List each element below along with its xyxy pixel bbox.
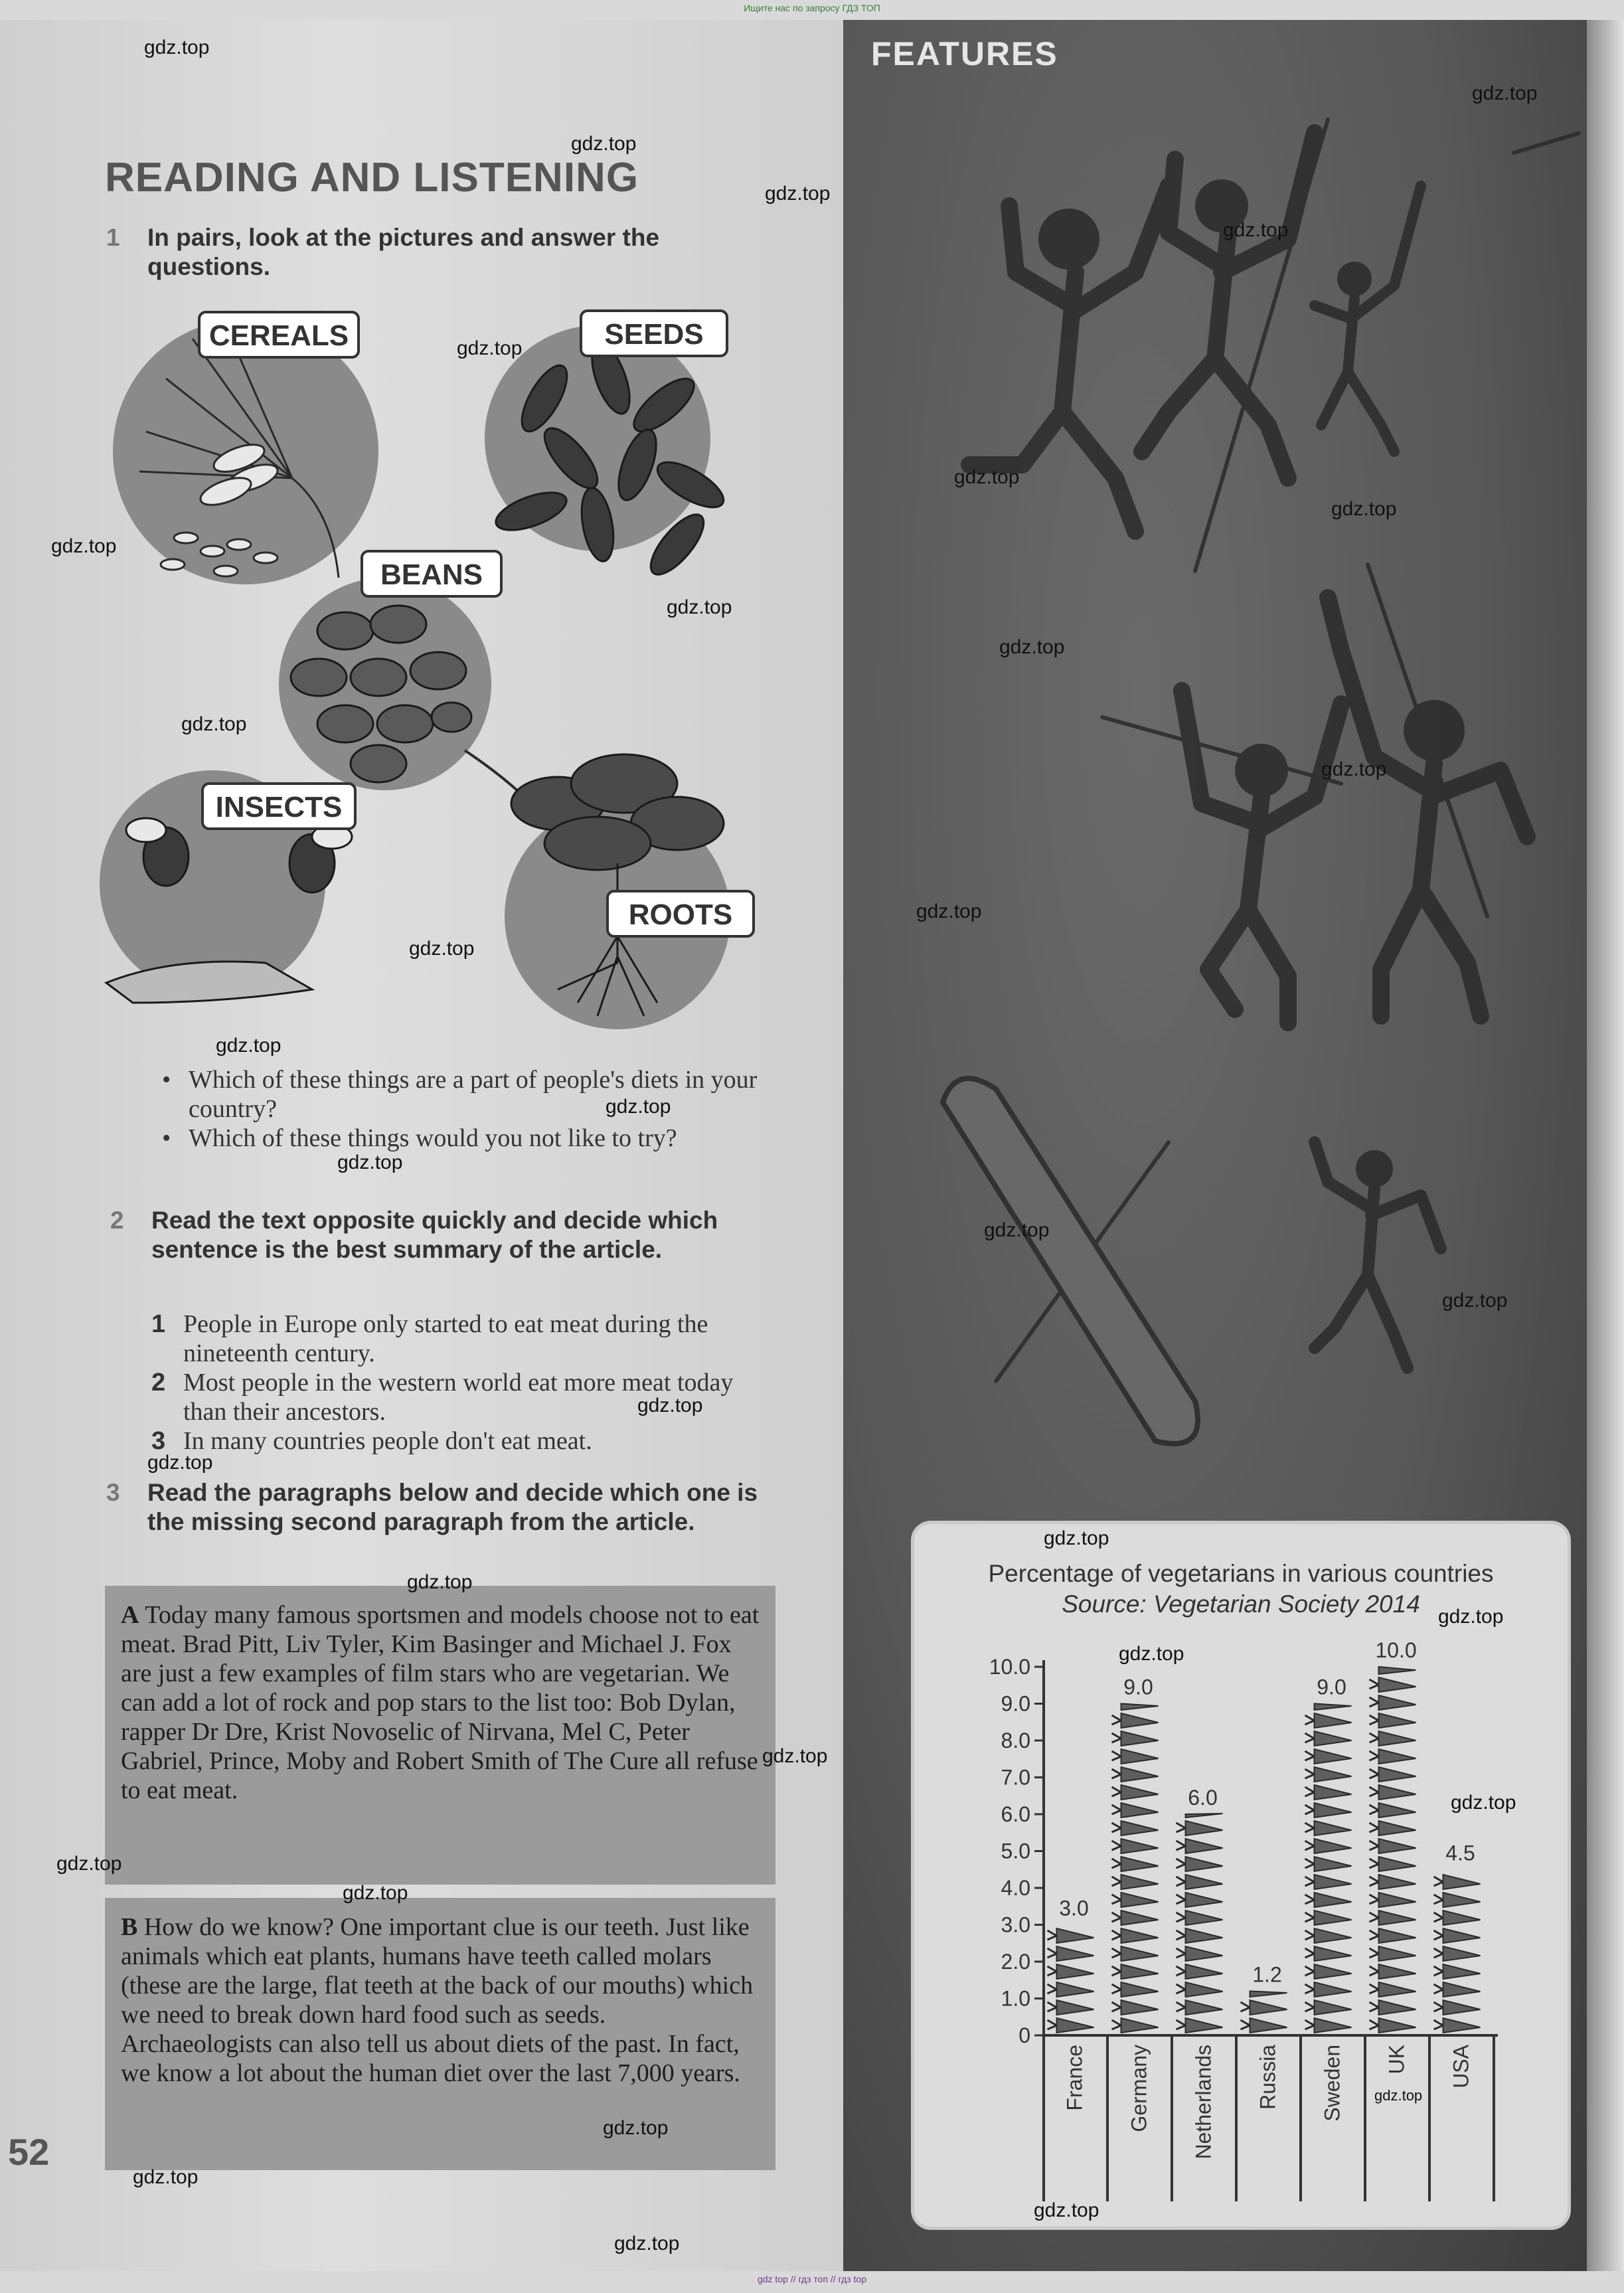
watermark: gdz.top	[614, 2233, 680, 2254]
y-tick-label: 1.0	[1001, 1986, 1030, 2011]
label-beans: BEANS	[380, 558, 483, 591]
y-tick-label: 0	[1018, 2023, 1030, 2047]
task-2-number: 2	[110, 1207, 124, 1234]
category-label: Netherlands	[1191, 2045, 1216, 2160]
watermark: gdz.top	[147, 1452, 213, 1474]
top-note: Ищите нас по запросу ГДЗ ТОП	[744, 3, 880, 13]
label-roots: ROOTS	[628, 898, 733, 931]
watermark: gdz.top	[637, 1395, 703, 1416]
section-title: READING AND LISTENING	[105, 155, 639, 201]
option-3: 3 In many countries people don't eat meat.	[151, 1427, 592, 1455]
question-1: • Which of these things are a part of people's diets in your country?	[157, 1065, 768, 1124]
task-2-text: Read the text opposite quickly and decide which sentence is the best summary of the article.	[151, 1207, 718, 1263]
task-3	[106, 1478, 758, 1537]
category-label: Sweden	[1320, 2045, 1344, 2122]
bottom-note: gdz top // гдз топ // гдз top	[757, 2274, 867, 2284]
vegetarian-chart	[914, 1524, 1568, 2227]
category-label: Russia	[1256, 2045, 1280, 2110]
watermark: gdz.top	[1438, 1606, 1504, 1628]
watermark: gdz.top	[1374, 2087, 1423, 2104]
watermark: gdz.top	[407, 1571, 473, 1593]
value-label: 9.0	[1123, 1675, 1153, 1699]
paragraph-a-text: Today many famous sportsmen and models choose not to eat meat. Brad Pitt, Liv Tyler, Kim Basinger and Michael J. Fox are just a few examples of film stars who are vegetarian. We can add a lot of rock and pop stars to the list too: Bob Dylan, rapper Dr Dre, Krist Novoselic of Nirvana, Mel C, Peter Gabriel, Prince, Moby and Robert Smith of The Cure all refuse to eat meat.	[121, 1601, 760, 1804]
watermark: gdz.top	[144, 37, 210, 58]
watermark: gdz.top	[984, 1219, 1050, 1241]
bar-russia	[1241, 1991, 1287, 2033]
y-tick-label: 5.0	[1001, 1839, 1030, 1863]
paragraph-b-letter: B	[121, 1913, 138, 1941]
task-3-text: Read the paragraphs below and decide which one is the missing second paragraph from the article.	[147, 1479, 758, 1535]
task-3-number: 3	[106, 1479, 120, 1506]
category-label: France	[1062, 2045, 1087, 2111]
value-label: 4.5	[1445, 1841, 1475, 1865]
y-tick-label: 10.0	[989, 1655, 1030, 1679]
value-label: 1.2	[1252, 1962, 1282, 1987]
watermark: gdz.top	[667, 596, 732, 618]
watermark: gdz.top	[603, 2117, 669, 2139]
hunter-figure-2	[1142, 133, 1315, 478]
watermark: gdz.top	[765, 183, 831, 205]
option-1: 1 People in Europe only started to eat meat during the nineteenth century.	[151, 1310, 708, 1367]
watermark: gdz.top	[133, 2166, 199, 2188]
task-2	[110, 1206, 749, 1264]
bar-netherlands	[1177, 1814, 1223, 2033]
watermark: gdz.top	[1472, 82, 1538, 104]
watermark: gdz.top	[343, 1882, 408, 1904]
label-cereals: CEREALS	[208, 319, 349, 352]
y-tick-label: 8.0	[1001, 1729, 1030, 1752]
watermark: gdz.top	[1223, 219, 1289, 241]
hunter-figure-4	[1182, 691, 1341, 1023]
category-label: Germany	[1127, 2045, 1151, 2132]
seeds-picture	[485, 325, 730, 582]
task-1-text: In pairs, look at the pictures and answer the questions.	[147, 224, 660, 280]
paragraph-b	[105, 1898, 775, 2170]
y-tick-label: 2.0	[1001, 1950, 1030, 1974]
watermark: gdz.top	[762, 1745, 828, 1767]
watermark: gdz.top	[954, 466, 1020, 488]
option-2: 2 Most people in the western world eat more meat today than their ancestors.	[151, 1369, 734, 1426]
watermark: gdz.top	[1119, 1643, 1184, 1665]
hunter-figure-5	[1328, 598, 1527, 1016]
category-label: USA	[1449, 2045, 1473, 2088]
features-header: FEATURES	[871, 35, 1058, 72]
bar-france	[1048, 1928, 1094, 2033]
watermark: gdz.top	[181, 713, 247, 735]
bar-uk	[1370, 1667, 1416, 2033]
page-number: 52	[8, 2131, 50, 2173]
hunter-figure-3	[1315, 186, 1421, 452]
value-label: 9.0	[1317, 1675, 1346, 1699]
bar-usa	[1434, 1875, 1481, 2033]
watermark: gdz.top	[216, 1035, 282, 1057]
label-insects: INSECTS	[215, 791, 343, 823]
food-illustration	[93, 299, 797, 1043]
y-tick-label: 7.0	[1001, 1765, 1030, 1790]
value-label: 6.0	[1188, 1786, 1218, 1810]
label-seeds: SEEDS	[604, 318, 704, 351]
y-tick-label: 6.0	[1001, 1802, 1030, 1826]
bar-germany	[1112, 1704, 1159, 2033]
task-2-options	[149, 1310, 773, 1456]
watermark: gdz.top	[1451, 1792, 1516, 1814]
watermark: gdz.top	[999, 636, 1065, 658]
watermark: gdz.top	[1442, 1290, 1508, 1312]
watermark: gdz.top	[1044, 1527, 1109, 1549]
task-1-questions	[157, 1065, 768, 1153]
value-label: 3.0	[1059, 1896, 1089, 1920]
bar-sweden	[1305, 1704, 1352, 2033]
watermark: gdz.top	[1321, 758, 1387, 780]
task-1-number: 1	[106, 224, 120, 251]
page-edge	[1587, 20, 1624, 2271]
question-2: • Which of these things would you not like to try?	[157, 1124, 768, 1153]
chart-subtitle: Source: Vegetarian Society 2014	[1062, 1590, 1420, 1618]
category-label: UK	[1384, 2045, 1409, 2075]
y-tick-label: 9.0	[1001, 1691, 1030, 1716]
watermark: gdz.top	[56, 1853, 122, 1875]
beans-picture	[279, 578, 531, 804]
watermark: gdz.top	[916, 900, 982, 922]
watermark: gdz.top	[1034, 2199, 1099, 2221]
paragraph-a	[105, 1586, 775, 1885]
watermark: gdz.top	[1331, 498, 1397, 520]
paragraph-b-text: How do we know? One important clue is our teeth. Just like animals which eat plants, humans have teeth called molars (these are the large, flat teeth at the back of our mouths) which we need to break down hard food such as seeds. Archaeologists can also tell us about diets of the past. In fact, we know a lot about the human diet over the last 7,000 years.	[121, 1913, 754, 2087]
hunter-figure-6	[1315, 1142, 1441, 1368]
watermark: gdz.top	[409, 938, 475, 960]
chart-title: Percentage of vegetarians in various countries	[988, 1560, 1494, 1587]
task-1	[106, 223, 745, 282]
y-tick-label: 3.0	[1001, 1912, 1030, 1937]
cave-painting	[916, 53, 1580, 1481]
club-drawing	[943, 1078, 1198, 1444]
paragraph-a-letter: A	[121, 1601, 139, 1629]
watermark: gdz.top	[51, 535, 117, 557]
watermark: gdz.top	[606, 1096, 671, 1118]
value-label: 10.0	[1375, 1638, 1417, 1662]
watermark: gdz.top	[337, 1151, 403, 1173]
watermark: gdz.top	[457, 337, 523, 359]
y-tick-label: 4.0	[1001, 1876, 1030, 1900]
watermark: gdz.top	[571, 133, 637, 155]
